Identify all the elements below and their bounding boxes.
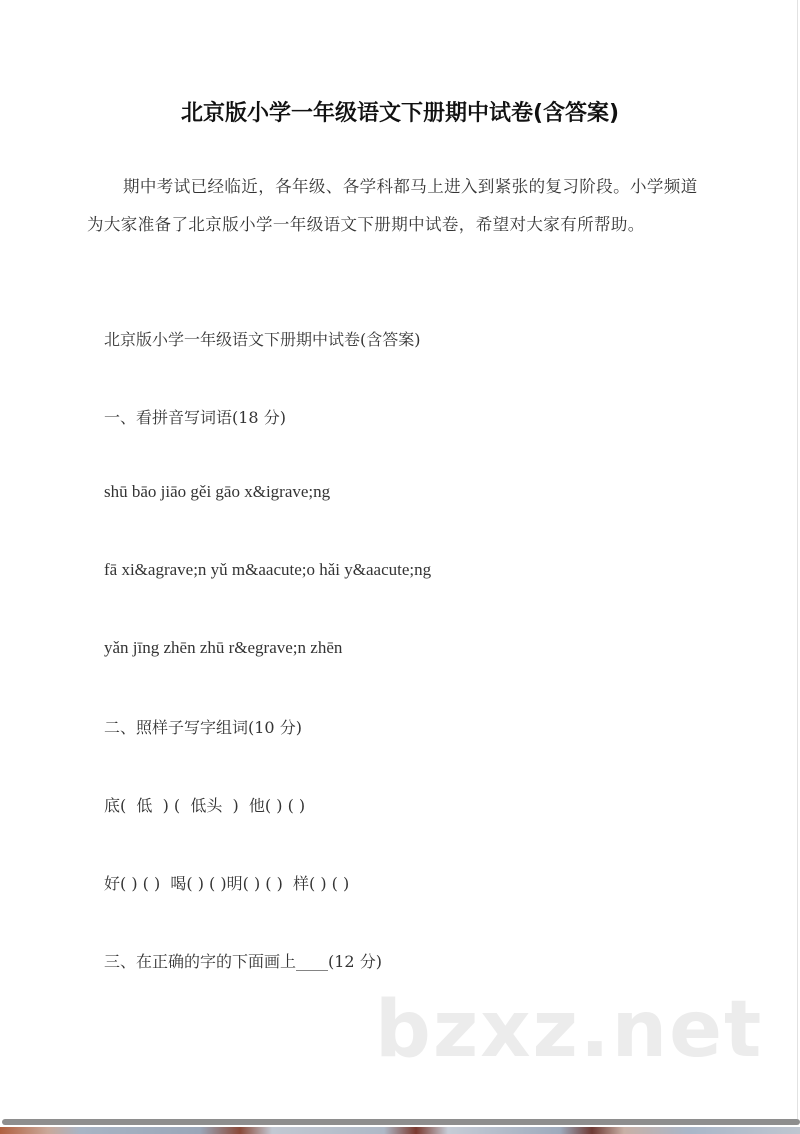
next-page-image-strip [0,1127,800,1134]
pinyin-line-1: shū bāo jiāo gěi gāo x&igrave;ng [104,482,331,501]
word-exercise-line: 好( ) ( ) 喝( ) ( )明( ) ( ) 样( ) ( ) [104,874,350,893]
pinyin-line-2: fā xi&agrave;n yǔ m&aacute;o hǎi y&aacute;ng [104,560,432,579]
intro-paragraph: 期中考试已经临近，各年级、各学科都马上进入到紧张的复习阶段。小学频道为大家准备了北京版小学一年级语文下册期中试卷，希望对大家有所帮助。 [87,177,698,234]
word-example-line: 底( 低 ) ( 低头 ) 他( ) ( ) [104,796,306,815]
watermark-text: bzxz.net [375,985,764,1075]
section-3-heading: 三、在正确的字的下面画上____(12 分) [104,952,382,971]
exam-subtitle: 北京版小学一年级语文下册期中试卷(含答案) [104,330,421,349]
page-separator-bar [2,1119,800,1125]
section-2-heading: 二、照样子写字组词(10 分) [104,718,302,737]
section-1-heading: 一、看拼音写词语(18 分) [104,408,286,427]
pinyin-line-3: yǎn jīng zhēn zhū r&egrave;n zhēn [104,638,343,657]
document-title: 北京版小学一年级语文下册期中试卷(含答案) [180,101,620,126]
